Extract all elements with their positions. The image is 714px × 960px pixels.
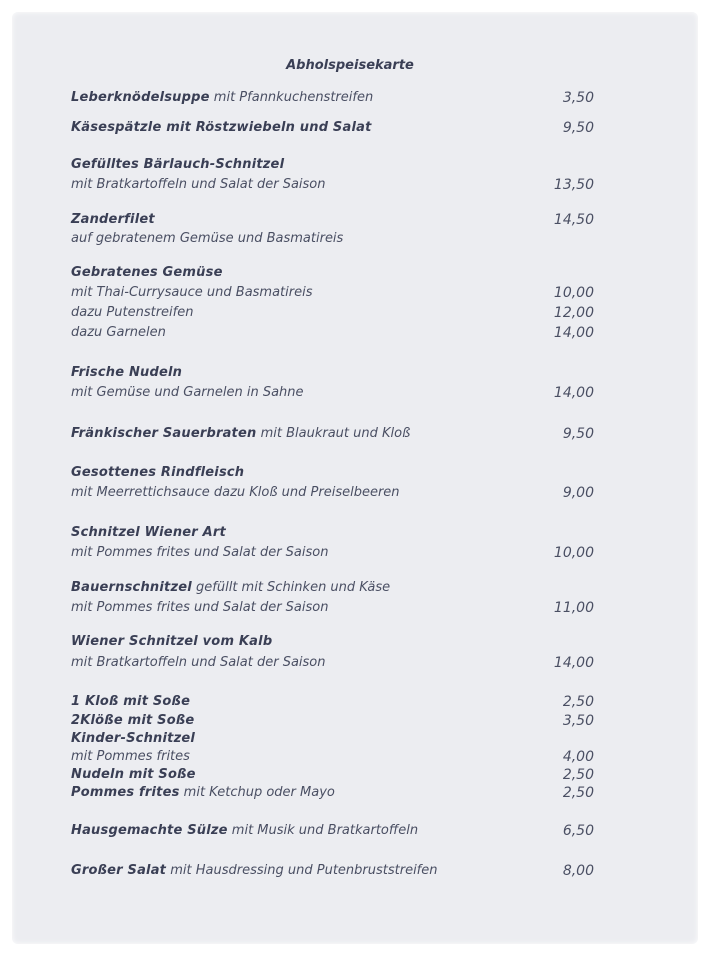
menu-item-line	[71, 731, 631, 747]
dish-description: mit Pfannkuchenstreifen	[209, 90, 374, 105]
dish-price: 14,50	[553, 212, 594, 228]
dish-price: 2,50	[562, 694, 594, 710]
dish-price: 9,50	[562, 426, 594, 442]
dish-name: Gesottenes Rindfleisch	[71, 465, 245, 480]
dish-name: Käsespätzle mit Röstzwiebeln und Salat	[71, 120, 372, 135]
dish-price: 10,00	[553, 545, 594, 561]
dish-price: 3,50	[562, 713, 594, 729]
dish-price: 6,50	[562, 823, 594, 839]
dish-price: 13,50	[553, 177, 594, 193]
dish-description: mit Musik und Bratkartoffeln	[227, 823, 419, 838]
menu-item-line	[71, 365, 631, 381]
menu-title: Abholspeisekarte	[286, 58, 414, 73]
dish-price: 3,50	[562, 90, 594, 106]
dish-price: 9,50	[562, 120, 594, 136]
dish-price: 14,00	[553, 325, 594, 341]
dish-description: mit Hausdressing und Putenbruststreifen	[166, 863, 438, 878]
menu-item-line	[71, 231, 631, 247]
dish-price: 2,50	[562, 785, 594, 801]
dish-price: 12,00	[553, 305, 594, 321]
dish-name: Pommes frites	[71, 785, 180, 800]
menu-item-line	[71, 580, 631, 596]
menu-item-line	[71, 634, 631, 650]
dish-description: mit Blaukraut und Kloß	[256, 426, 411, 441]
dish-description: mit Ketchup oder Mayo	[179, 785, 335, 800]
dish-name: Bauernschnitzel	[71, 580, 192, 595]
dish-name: Frische Nudeln	[71, 365, 183, 380]
dish-price: 9,00	[562, 485, 594, 501]
dish-description: mit Thai-Currysauce und Basmatireis	[71, 285, 313, 300]
dish-description: mit Gemüse und Garnelen in Sahne	[71, 385, 304, 400]
dish-description: dazu Garnelen	[71, 325, 166, 340]
dish-description: mit Pommes frites und Salat der Saison	[71, 545, 329, 560]
dish-description: gefüllt mit Schinken und Käse	[191, 580, 391, 595]
dish-name: Nudeln mit Soße	[71, 767, 196, 782]
dish-name: 2Klöße mit Soße	[71, 713, 195, 728]
dish-price: 14,00	[553, 655, 594, 671]
dish-price: 2,50	[562, 767, 594, 783]
dish-name: Schnitzel Wiener Art	[71, 525, 226, 540]
menu-item-line	[71, 465, 631, 481]
dish-price: 10,00	[553, 285, 594, 301]
dish-name: Leberknödelsuppe	[71, 90, 210, 105]
dish-description: mit Pommes frites	[71, 749, 190, 764]
dish-name: Kinder-Schnitzel	[71, 731, 196, 746]
dish-price: 11,00	[553, 600, 594, 616]
dish-price: 4,00	[562, 749, 594, 765]
dish-description: auf gebratenem Gemüse und Basmatireis	[71, 231, 344, 246]
menu-item-line	[71, 157, 631, 173]
dish-name: 1 Kloß mit Soße	[71, 694, 191, 709]
dish-price: 14,00	[553, 385, 594, 401]
dish-name: Gebratenes Gemüse	[71, 265, 223, 280]
dish-description: mit Bratkartoffeln und Salat der Saison	[71, 177, 326, 192]
dish-name: Großer Salat	[71, 863, 167, 878]
menu-item-line	[71, 265, 631, 281]
dish-description: mit Meerrettichsauce dazu Kloß und Preiselbeeren	[71, 485, 400, 500]
dish-name: Wiener Schnitzel vom Kalb	[71, 634, 273, 649]
dish-description: dazu Putenstreifen	[71, 305, 194, 320]
dish-description: mit Bratkartoffeln und Salat der Saison	[71, 655, 326, 670]
dish-description: mit Pommes frites und Salat der Saison	[71, 600, 329, 615]
dish-price: 8,00	[562, 863, 594, 879]
dish-name: Gefülltes Bärlauch-Schnitzel	[71, 157, 285, 172]
dish-name: Hausgemachte Sülze	[71, 823, 228, 838]
dish-name: Zanderfilet	[71, 212, 155, 227]
menu-item-line	[71, 525, 631, 541]
dish-name: Fränkischer Sauerbraten	[71, 426, 257, 441]
